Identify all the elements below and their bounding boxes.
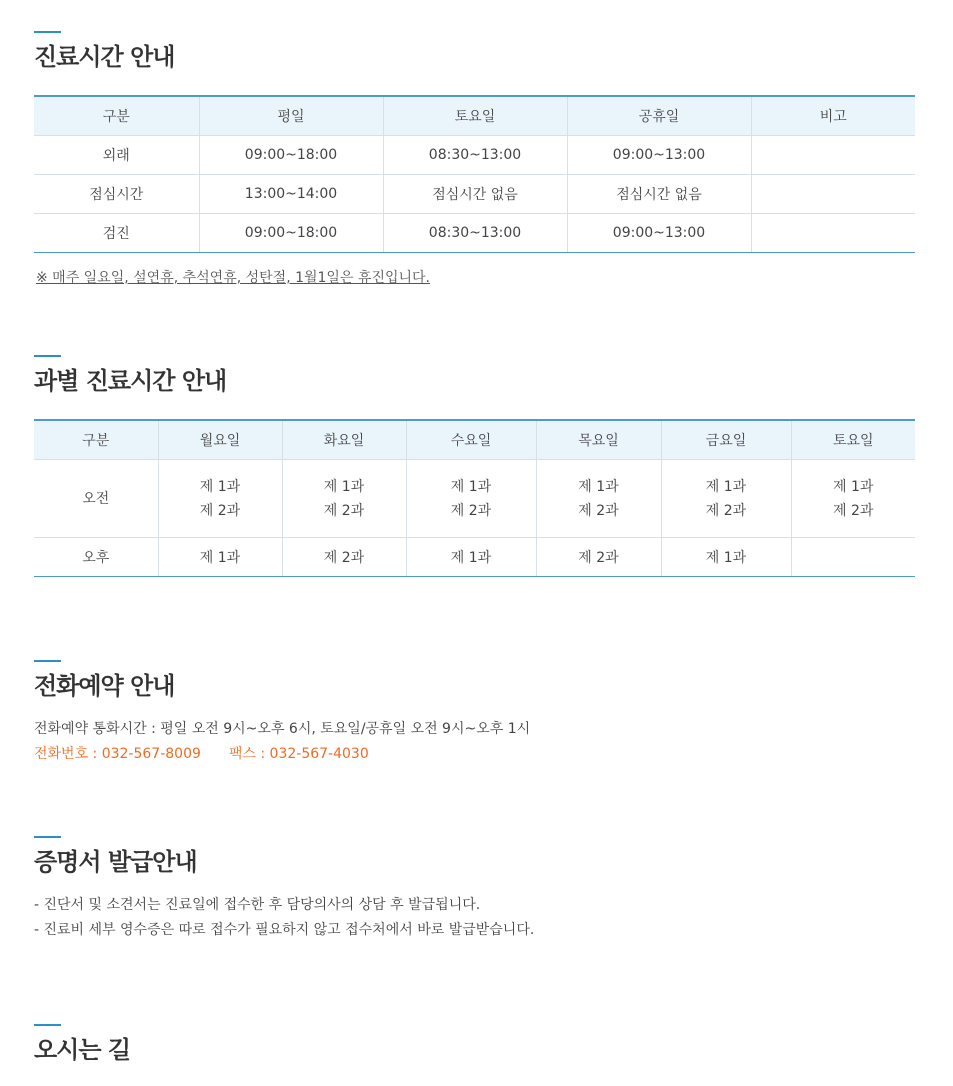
- header-cell: 평일: [199, 96, 383, 136]
- table-cell: 점심시간 없음: [567, 175, 751, 214]
- dept-line: 제 2과: [450, 502, 492, 519]
- header-cell: 구분: [34, 96, 199, 136]
- table-cell: 제 2과: [282, 538, 406, 577]
- table-cell: [661, 460, 791, 538]
- hours-table: [34, 95, 915, 253]
- header-cell: 금요일: [661, 420, 791, 460]
- table-cell: [791, 460, 915, 538]
- heading-accent-bar: [34, 355, 61, 357]
- table-cell: [751, 136, 915, 175]
- phone-hours-text: 전화예약 통화시간 : 평일 오전 9시~오후 6시, 토요일/공휴일 오전 9시~오후 1시: [34, 721, 531, 737]
- dept-header-row: [34, 420, 915, 460]
- table-cell: 09:00~18:00: [199, 214, 383, 253]
- header-cell: 구분: [34, 420, 158, 460]
- table-cell: [751, 175, 915, 214]
- dept-line: 제 1과: [450, 478, 492, 495]
- phone-contact-line: [34, 743, 369, 763]
- table-cell: 검진: [34, 214, 199, 253]
- heading-accent-bar: [34, 31, 61, 33]
- dept-line: 제 2과: [705, 502, 747, 519]
- cert-line-2: - 진료비 세부 영수증은 따로 접수가 필요하지 않고 접수처에서 바로 발급받습니다.: [34, 922, 535, 938]
- heading-accent-bar: [34, 660, 61, 662]
- table-cell: [536, 460, 661, 538]
- table-cell: 제 1과: [158, 538, 282, 577]
- table-cell: [791, 538, 915, 577]
- directions-title: 오시는 길: [34, 1036, 131, 1064]
- row-label: 오후: [34, 538, 158, 577]
- table-cell: 제 1과: [406, 538, 536, 577]
- table-cell: [751, 214, 915, 253]
- dept-line: 제 2과: [578, 502, 619, 519]
- table-cell: 제 1과: [661, 538, 791, 577]
- dept-line: 제 2과: [833, 502, 874, 519]
- table-row-pm: [34, 538, 915, 577]
- holiday-note: ※ 매주 일요일, 설연휴, 추석연휴, 성탄절, 1월1일은 휴진입니다.: [36, 270, 430, 286]
- table-cell: 08:30~13:00: [383, 214, 567, 253]
- dept-line: 제 2과: [199, 502, 241, 519]
- table-cell: 09:00~13:00: [567, 214, 751, 253]
- dept-line: 제 1과: [705, 478, 747, 495]
- fax-number: 팩스 : 032-567-4030: [228, 746, 369, 762]
- row-label: 오전: [34, 460, 158, 538]
- table-cell: 제 2과: [536, 538, 661, 577]
- dept-title: 과별 진료시간 안내: [34, 367, 227, 395]
- phone-title: 전화예약 안내: [34, 672, 175, 700]
- heading-accent-bar: [34, 1024, 61, 1026]
- table-cell: 점심시간: [34, 175, 199, 214]
- table-cell: 08:30~13:00: [383, 136, 567, 175]
- table-cell: 09:00~13:00: [567, 136, 751, 175]
- table-row: [34, 175, 915, 214]
- dept-line: 제 2과: [323, 502, 365, 519]
- table-cell: [406, 460, 536, 538]
- table-cell: 외래: [34, 136, 199, 175]
- hours-header-row: [34, 96, 915, 136]
- table-row: [34, 136, 915, 175]
- header-cell: 수요일: [406, 420, 536, 460]
- header-cell: 월요일: [158, 420, 282, 460]
- header-cell: 화요일: [282, 420, 406, 460]
- header-cell: 목요일: [536, 420, 661, 460]
- cert-line-1: - 진단서 및 소견서는 진료일에 접수한 후 담당의사의 상담 후 발급됩니다.: [34, 897, 481, 913]
- dept-line: 제 1과: [833, 478, 874, 495]
- table-cell: [158, 460, 282, 538]
- phone-number[interactable]: 전화번호 : 032-567-8009: [34, 746, 201, 762]
- header-cell: 비고: [751, 96, 915, 136]
- header-cell: 공휴일: [567, 96, 751, 136]
- dept-table: [34, 419, 915, 577]
- header-cell: 토요일: [791, 420, 915, 460]
- dept-line: 제 1과: [323, 478, 365, 495]
- heading-accent-bar: [34, 836, 61, 838]
- table-row-am: [34, 460, 915, 538]
- table-row: [34, 214, 915, 253]
- dept-line: 제 1과: [578, 478, 619, 495]
- dept-line: 제 1과: [199, 478, 241, 495]
- table-cell: 09:00~18:00: [199, 136, 383, 175]
- header-cell: 토요일: [383, 96, 567, 136]
- hours-title: 진료시간 안내: [34, 43, 175, 71]
- cert-title: 증명서 발급안내: [34, 848, 197, 876]
- table-cell: [282, 460, 406, 538]
- table-cell: 점심시간 없음: [383, 175, 567, 214]
- table-cell: 13:00~14:00: [199, 175, 383, 214]
